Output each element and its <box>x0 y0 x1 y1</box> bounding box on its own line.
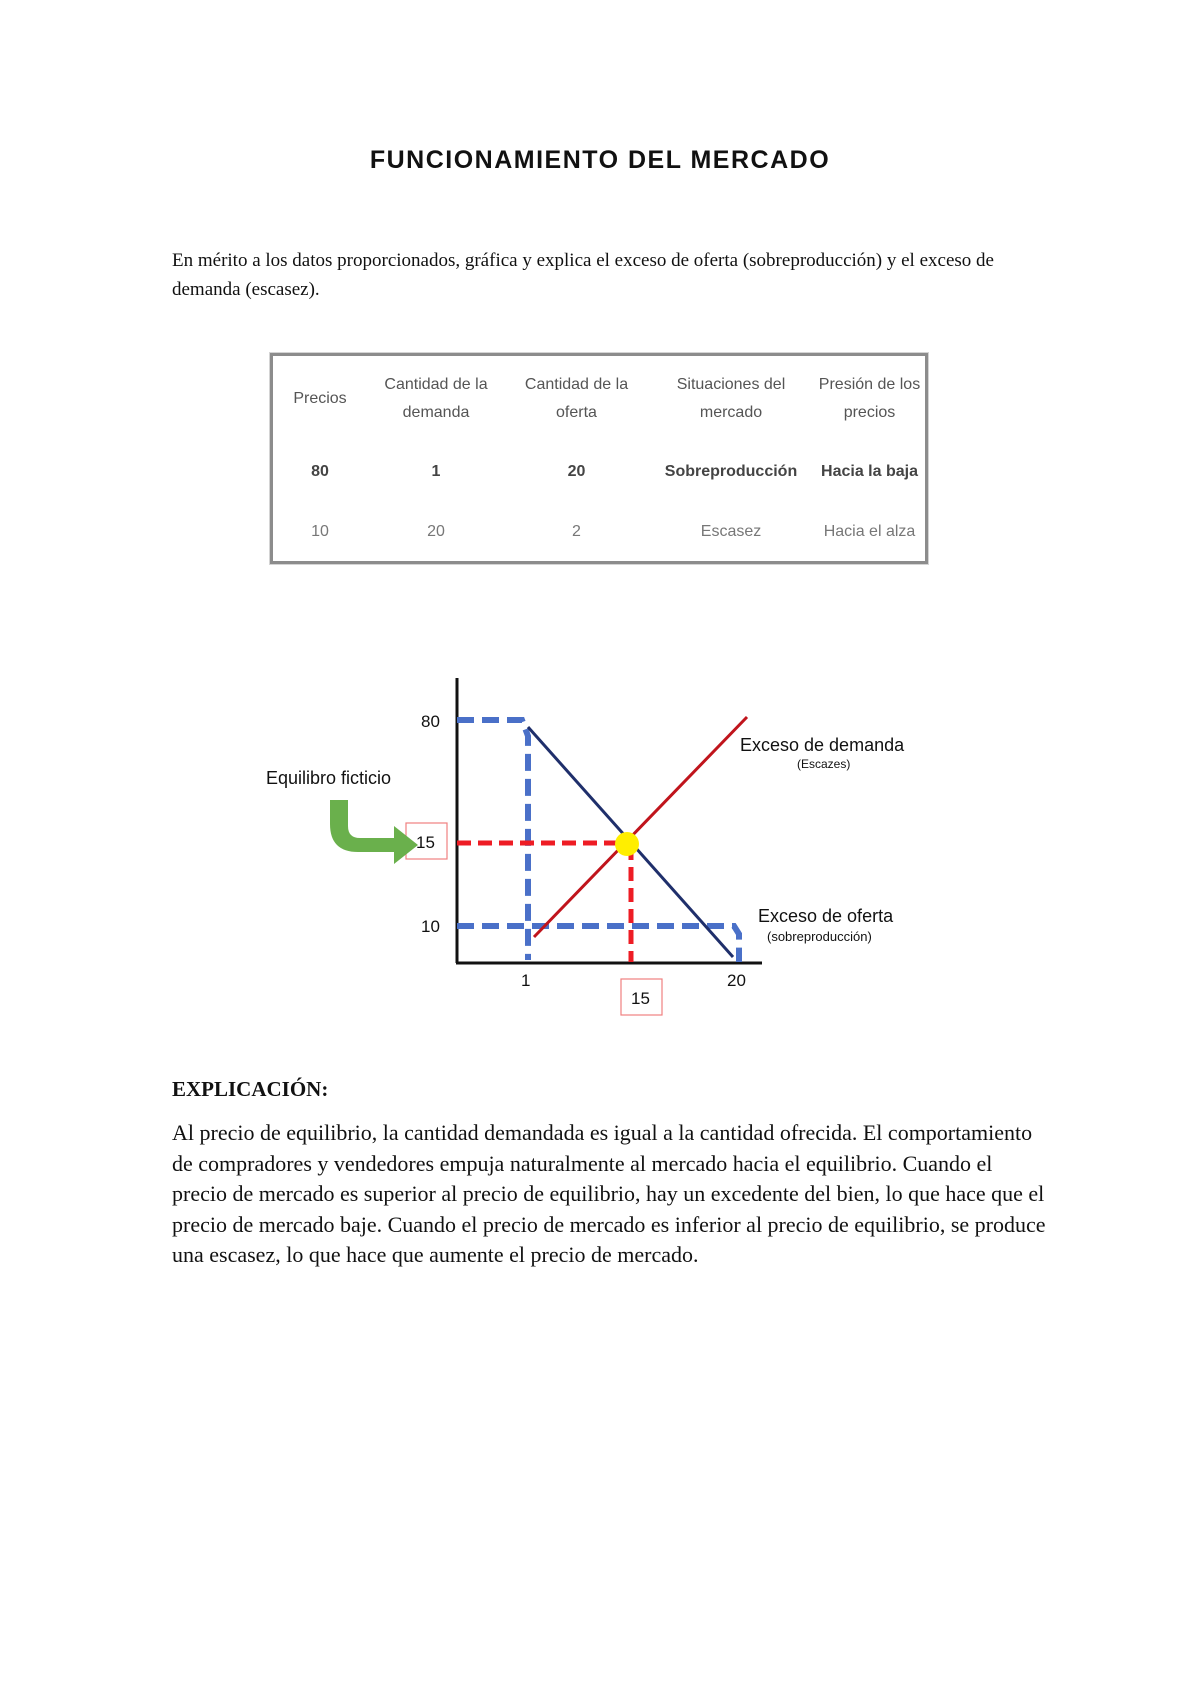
x-tick-1: 1 <box>521 971 531 990</box>
table-cell: 20 <box>427 523 445 540</box>
page-title: FUNCIONAMIENTO DEL MERCADO <box>369 146 831 174</box>
equilibrium-point <box>615 832 639 856</box>
table-cell: 2 <box>572 523 581 540</box>
label-exceso-oferta: Exceso de oferta <box>758 906 894 926</box>
header-presion: Presión de los precios <box>818 376 921 421</box>
label-equilibrio: Equilibro ficticio <box>266 768 392 788</box>
table-cell: Sobreproducción <box>664 463 798 480</box>
intro-paragraph: En mérito a los datos proporcionados, gráfica y explica el exceso de oferta (sobreproducción) y el exceso de demanda (escasez). <box>172 250 994 300</box>
explanation-body: Al precio de equilibrio, la cantidad demandada es igual a la cantidad ofrecida. El comportamiento de compradores y vendedores empuja naturalmente al mercado hacia el equilibrio. Cuando el precio de mercado es superior al precio de equilibrio, hay un excedente del bien, lo que hace que el precio de mercado baje. Cuando el precio de mercado es inferior al precio de equilibrio, se produce una escasez, lo que hace que aumente el precio de mercado. <box>172 1120 1046 1267</box>
table-cell: Hacia la baja <box>821 463 918 480</box>
header-situaciones: Situaciones del mercado <box>676 376 786 421</box>
label-exceso-oferta-sub: (sobreproducción) <box>767 929 872 944</box>
table-cell: Hacia el alza <box>823 523 916 540</box>
table-cell: 80 <box>311 463 329 480</box>
table-cell: 1 <box>431 463 441 480</box>
y-tick-80: 80 <box>421 712 440 731</box>
x-tick-20: 20 <box>727 971 746 990</box>
header-precios: Precios <box>293 390 347 407</box>
table-cell: 20 <box>567 463 586 480</box>
header-cantidad-demanda: Cantidad de la demanda <box>384 376 488 421</box>
y-tick-15: 15 <box>416 833 435 852</box>
label-exceso-demanda: Exceso de demanda <box>740 735 905 755</box>
table-cell: 10 <box>311 523 329 540</box>
green-arrow-icon <box>330 800 418 864</box>
y-tick-10: 10 <box>421 917 440 936</box>
x-tick-15: 15 <box>631 989 650 1008</box>
supply-line <box>534 717 747 937</box>
header-cantidad-oferta: Cantidad de la oferta <box>524 376 629 421</box>
explanation-heading: EXPLICACIÓN: <box>172 1077 329 1101</box>
table-cell: Escasez <box>700 523 762 540</box>
blue-guide-bottom <box>457 926 739 962</box>
label-exceso-demanda-sub: (Escazes) <box>797 757 851 771</box>
